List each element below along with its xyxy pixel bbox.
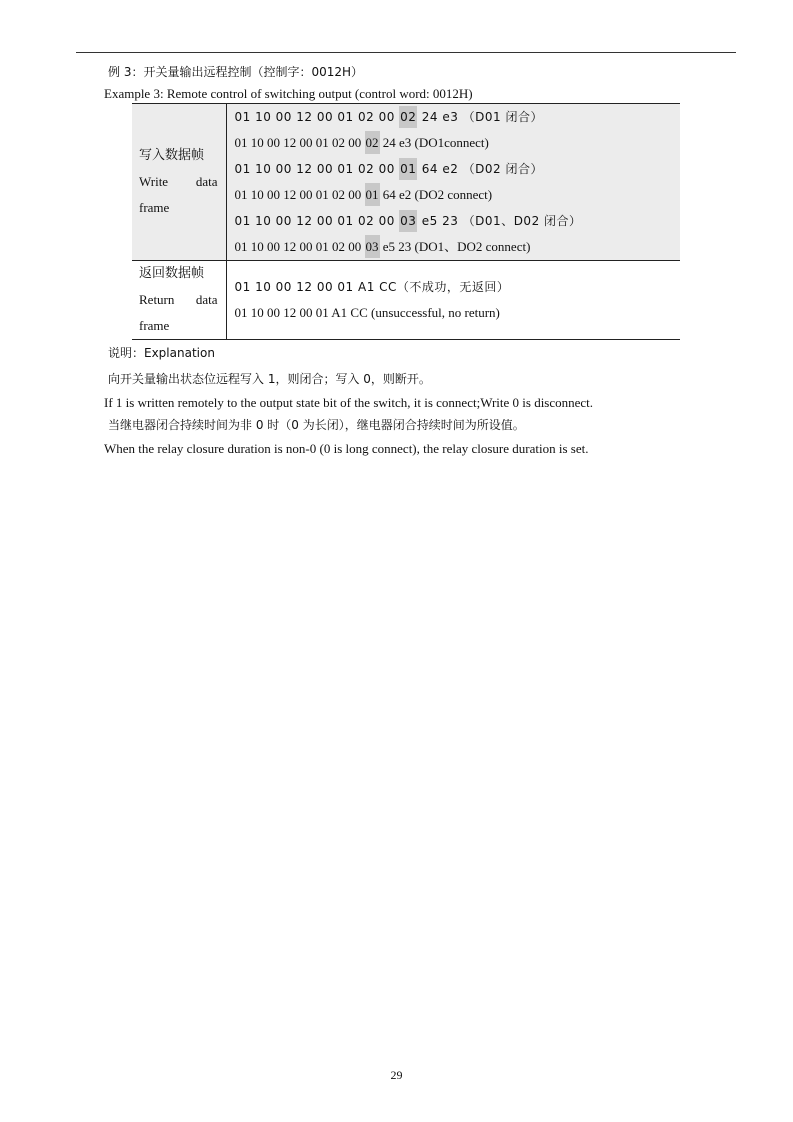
note-cn-1: 向开关量输出状态位远程写入 1，则闭合；写入 0，则断开。 [108,372,431,386]
write-line-highlight-byte: 01 [365,183,380,206]
write-line-prefix: 01 10 00 12 00 01 02 00 [234,214,400,228]
example-heading-en: Example 3: Remote control of switching output (control word: 0012H) [104,86,473,101]
note-title: 说明：Explanation [108,346,215,360]
write-line-prefix: 01 10 00 12 00 01 02 00 [234,162,400,176]
write-line-prefix: 01 10 00 12 00 01 02 00 [234,187,365,202]
write-frame-row [132,104,680,261]
write-line-suffix: 64 e2 （D02 闭合） [417,162,544,176]
return-label-en: Return data [139,292,218,307]
write-line-prefix: 01 10 00 12 00 01 02 00 [234,239,365,254]
write-line-suffix: 24 e3 (DO1connect) [379,135,489,150]
write-line-highlight-byte: 03 [365,235,380,258]
header-rule [76,52,736,53]
write-line [235,234,681,260]
return-label-en-frame: frame [139,318,170,333]
write-line-highlight-byte: 03 [399,210,417,232]
write-label-en-frame: frame [139,200,170,215]
return-frame-label [132,261,226,340]
write-label-cn: 写入数据帧 [139,148,205,163]
example-heading-cn: 例 3：开关量输出远程控制（控制字：0012H） [108,65,364,79]
note-cn-2: 当继电器闭合持续时间为非 0 时（0 为长闭），继电器闭合持续时间为所设值。 [108,418,525,432]
write-frame-label [132,104,226,261]
write-line-prefix: 01 10 00 12 00 01 02 00 [234,135,365,150]
write-line [235,156,681,182]
write-line-highlight-byte: 01 [399,158,417,180]
note-en-1: If 1 is written remotely to the output state bit of the switch, it is connect;Write 0 is disconnect. [104,395,594,410]
write-line-prefix: 01 10 00 12 00 01 02 00 [234,110,400,124]
frame-table [132,103,680,340]
write-frame-data [226,104,680,261]
write-line-suffix: 64 e2 (DO2 connect) [379,187,493,202]
write-line-highlight-byte: 02 [399,106,417,128]
write-line [235,104,681,130]
return-line-cn: 01 10 00 12 00 01 A1 CC（不成功，无返回） [234,280,510,294]
write-line [235,208,681,234]
return-frame-row [132,261,680,340]
page-number: 29 [390,1068,403,1082]
write-line-suffix: 24 e3 （D01 闭合） [417,110,544,124]
note-en-2: When the relay closure duration is non-0 (0 is long connect), the relay closure duration is set. [104,441,589,456]
return-label-cn: 返回数据帧 [139,266,205,281]
write-line [235,182,681,208]
return-frame-data [226,261,680,340]
write-line-suffix: e5 23 (DO1、DO2 connect) [379,239,531,254]
write-line-highlight-byte: 02 [365,131,380,154]
write-line [235,130,681,156]
return-line-en: 01 10 00 12 00 01 A1 CC (unsuccessful, no return) [234,305,500,320]
write-label-en: Write data [139,174,218,189]
write-line-suffix: e5 23 （D01、D02 闭合） [417,214,582,228]
